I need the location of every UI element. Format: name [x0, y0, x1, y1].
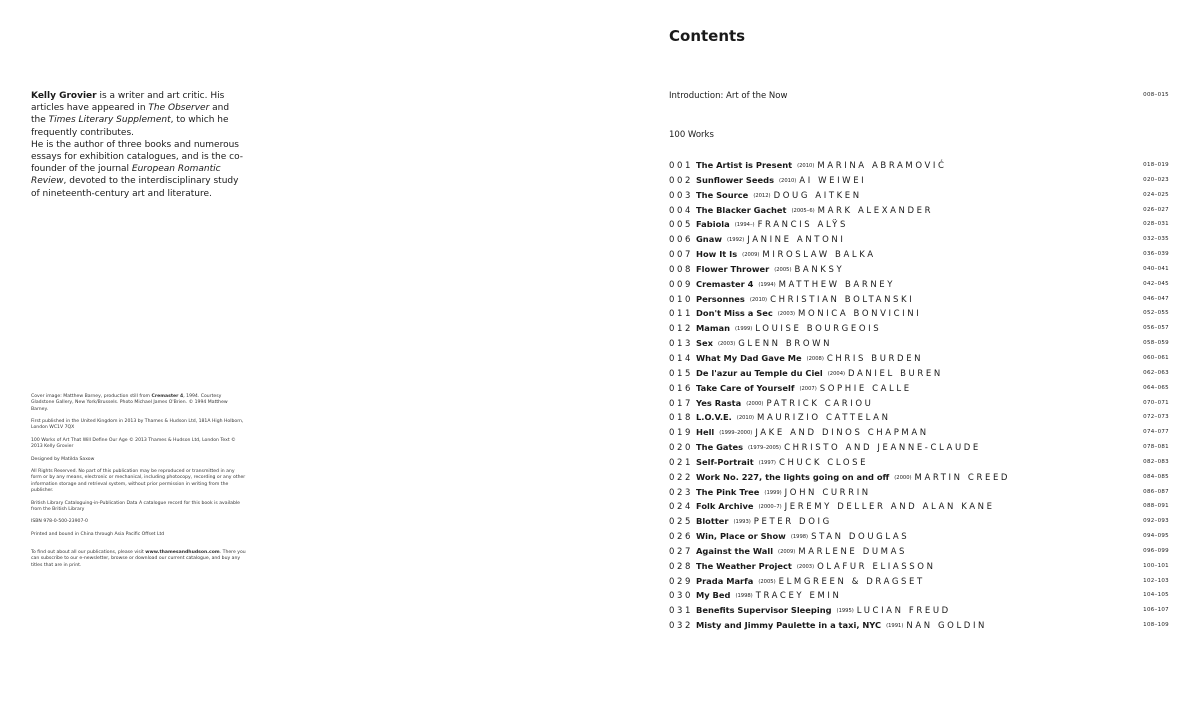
contents-entry[interactable]	[669, 368, 1169, 383]
rights-notice: All Rights Reserved. No part of this publication may be reproduced or transmitted in any form or by any means, electronic or mechanical, including photocopy, recording or any other information storage and retrieval system, without prior permission in writing from the publisher.	[31, 469, 246, 494]
entry-year: (2004)	[827, 370, 846, 377]
entry-year: (1999)	[735, 326, 753, 333]
entry-artist: DANIEL BUREN	[848, 368, 943, 379]
entry-title: My Bed	[696, 590, 731, 601]
entry-artist: FRANCIS ALŸS	[757, 220, 848, 231]
contents-entry[interactable]	[669, 338, 1169, 353]
entry-year: (1994–)	[734, 222, 755, 229]
entry-number: 007	[669, 250, 694, 261]
entry-artist: TRACEY EMIN	[755, 591, 842, 602]
contents-entry[interactable]	[669, 620, 1169, 635]
contents-entry[interactable]	[669, 605, 1169, 620]
entry-title: Take Care of Yourself	[696, 382, 795, 393]
entry-pages: 104–105	[1143, 592, 1169, 599]
entry-number: 021	[669, 457, 694, 468]
entry-artist: ELMGREEN & DRAGSET	[778, 576, 925, 587]
entry-year: (2000–7)	[758, 504, 782, 511]
entry-title: The Weather Project	[696, 560, 792, 571]
entry-artist: NAN GOLDIN	[906, 621, 988, 632]
entry-title: Misty and Jimmy Paulette in a taxi, NYC	[696, 620, 882, 631]
entry-artist: MIROSLAW BALKA	[762, 250, 876, 261]
entry-number: 016	[669, 383, 694, 394]
right-page	[600, 0, 1200, 717]
contents-entry[interactable]	[669, 442, 1169, 457]
website-notice	[31, 550, 246, 569]
entry-title: The Pink Tree	[696, 486, 760, 497]
contents-entry[interactable]	[669, 590, 1169, 605]
entry-pages: 020–023	[1143, 176, 1169, 183]
entry-artist: MAURIZIO CATTELAN	[757, 413, 891, 424]
contents-entry[interactable]	[669, 546, 1169, 561]
contents-entry[interactable]	[669, 279, 1169, 294]
entry-year: (2007)	[799, 385, 817, 392]
entry-artist: SOPHIE CALLE	[819, 383, 912, 394]
bio-publication: The Observer	[148, 103, 210, 114]
entry-pages: 032–035	[1143, 236, 1169, 243]
entry-number: 010	[669, 294, 694, 305]
contents-entry[interactable]	[669, 205, 1169, 220]
contents-entry[interactable]	[669, 576, 1169, 591]
contents-entry[interactable]	[669, 160, 1169, 175]
contents-entry[interactable]	[669, 383, 1169, 398]
entry-year: (2010)	[779, 177, 797, 184]
entry-title: Against the Wall	[696, 545, 774, 556]
entry-number: 014	[669, 353, 694, 364]
entry-year: (2009)	[742, 252, 760, 259]
entry-pages: 056–057	[1143, 325, 1169, 332]
entry-number: 031	[669, 606, 694, 617]
bio-text: is a writer and art critic. His articles have appeared in	[31, 91, 225, 114]
contents-entry[interactable]	[669, 219, 1169, 234]
entry-number: 026	[669, 532, 694, 543]
entry-artist: PETER DOIG	[753, 517, 832, 528]
entry-year: (2005)	[774, 266, 792, 273]
entry-year: (1999–2000)	[719, 430, 753, 437]
entry-year: (2000)	[894, 474, 912, 481]
entry-artist: JEREMY DELLER AND ALAN KANE	[784, 502, 995, 513]
contents-entry[interactable]	[669, 323, 1169, 338]
entry-pages: 086–087	[1143, 488, 1169, 495]
entry-title: Cremaster 4	[696, 278, 754, 289]
contents-entry[interactable]	[669, 175, 1169, 190]
entry-pages: 106–107	[1143, 607, 1169, 614]
entry-title: Maman	[696, 323, 731, 334]
entry-title: Sex	[696, 338, 713, 349]
entry-pages: 074–077	[1143, 429, 1169, 436]
entry-year: (2003)	[796, 563, 815, 570]
entry-title: Folk Archive	[696, 501, 754, 512]
entry-title: De l'azur au Temple du Ciel	[696, 367, 823, 378]
entry-title: Prada Marfa	[696, 575, 754, 586]
cover-credit-title: Cremaster 4	[151, 394, 184, 399]
entry-number: 029	[669, 576, 694, 587]
entry-title: L.O.V.E.	[696, 412, 732, 423]
entry-title: Flower Thrower	[696, 263, 770, 274]
entry-title: Yes Rasta	[696, 397, 742, 408]
entry-artist: DOUG AITKEN	[773, 190, 862, 201]
entry-title: Sunflower Seeds	[696, 174, 775, 185]
entry-title: The Artist is Present	[696, 160, 793, 170]
entry-title: Work No. 227, the lights going on and off	[696, 471, 890, 482]
entry-artist: MARTIN CREED	[914, 472, 1011, 483]
entry-pages: 064–065	[1143, 384, 1169, 391]
entry-artist: BANKSY	[794, 264, 845, 275]
entry-pages: 060–061	[1143, 354, 1169, 361]
entry-artist: MARINA ABRAMOVIĆ	[817, 161, 947, 171]
entry-pages: 094–095	[1143, 533, 1169, 540]
entry-artist: JANINE ANTONI	[747, 235, 846, 246]
entry-year: (1997)	[758, 459, 776, 466]
entry-title: Win, Place or Show	[696, 531, 786, 542]
entry-title: What My Dad Gave Me	[696, 352, 802, 363]
entry-title: The Blacker Gachet	[696, 204, 787, 215]
cover-credit-text: , 1994. Courtesy Gladstone Gallery, New York/Brussels. Photo Michael James O'Brien. © 1994 Matthew Barney.	[31, 394, 228, 412]
entry-pages: 042–045	[1143, 280, 1169, 287]
entry-pages: 028–031	[1143, 221, 1169, 228]
entry-number: 009	[669, 279, 694, 290]
entry-number: 024	[669, 502, 694, 513]
entry-year: (2000)	[746, 400, 764, 407]
bio-text: He is the author of three books and numerous essays for exhibition catalogues, and is the co-founder of the journal	[31, 139, 243, 175]
bio-publication: Times Literary Supplement	[48, 115, 171, 126]
contents-entry[interactable]	[669, 427, 1169, 442]
contents-entry[interactable]	[669, 234, 1169, 249]
entry-artist: LUCIAN FREUD	[856, 606, 951, 617]
entry-year: (2010)	[797, 163, 815, 169]
entry-pages: 062–063	[1143, 369, 1169, 376]
contents-entry[interactable]	[669, 472, 1169, 487]
entry-title: Don't Miss a Sec	[696, 308, 773, 319]
entry-pages: 078–081	[1143, 444, 1169, 451]
entry-number: 027	[669, 546, 694, 557]
entry-artist: MATTHEW BARNEY	[778, 279, 896, 290]
entry-number: 019	[669, 428, 694, 439]
entry-pages: 026–027	[1143, 206, 1169, 213]
printing-info: Printed and bound in China through Asia Pacific Offset Ltd	[31, 531, 165, 537]
entry-pages: 018–019	[1143, 162, 1169, 168]
contents-entry[interactable]	[669, 308, 1169, 323]
entry-year: (2005–6)	[791, 207, 815, 214]
entry-number: 028	[669, 561, 694, 572]
contents-entry[interactable]	[669, 353, 1169, 368]
entry-number: 023	[669, 487, 694, 498]
entry-artist: JAKE AND DINOS CHAPMAN	[755, 428, 929, 439]
entry-number: 015	[669, 368, 694, 379]
entry-title: Personnes	[696, 293, 745, 304]
entry-year: (2010)	[736, 415, 755, 422]
entry-title: Gnaw	[696, 234, 722, 245]
designer-credit: Designed by Matilda Saxow	[31, 456, 95, 462]
entry-artist: MARLENE DUMAS	[798, 546, 907, 557]
entry-pages: 082–083	[1143, 458, 1169, 465]
entry-artist: GLENN BROWN	[738, 339, 833, 350]
entry-year: (2008)	[806, 355, 824, 362]
entry-number: 001	[669, 161, 694, 171]
entry-year: (1999)	[764, 489, 782, 496]
entry-number: 012	[669, 324, 694, 335]
entry-number: 008	[669, 264, 694, 275]
entry-artist: PATRICK CARIOU	[766, 398, 874, 409]
author-name: Kelly Grovier	[31, 91, 97, 101]
entry-number: 002	[669, 175, 694, 186]
entry-number: 020	[669, 443, 694, 454]
contents-entry[interactable]	[669, 398, 1169, 413]
entry-pages: 108–109	[1143, 622, 1169, 629]
entry-artist: CHUCK CLOSE	[778, 457, 869, 468]
entry-year: (2009)	[778, 548, 796, 555]
entry-number: 032	[669, 621, 694, 632]
contents-entry[interactable]	[669, 561, 1169, 576]
entry-number: 022	[669, 472, 694, 483]
entry-title: Hell	[696, 427, 715, 438]
entry-artist: MONICA BONVICINI	[798, 309, 922, 320]
author-bio	[31, 90, 246, 200]
works-list	[669, 160, 1169, 635]
entry-year: (1993)	[733, 519, 751, 526]
entry-number: 005	[669, 220, 694, 231]
website-notice-text: . There you can subscribe to our e-newsletter, browse or download our current catalogue, and buy any titles that are in print.	[31, 550, 246, 568]
entry-year: (2005)	[758, 578, 776, 585]
contents-entry[interactable]	[669, 487, 1169, 502]
entry-number: 013	[669, 339, 694, 350]
contents-entry[interactable]	[669, 249, 1169, 264]
contents-entry[interactable]	[669, 264, 1169, 279]
entry-pages: 072–073	[1143, 414, 1169, 421]
entry-year: (1995)	[836, 608, 854, 615]
entry-artist: JOHN CURRIN	[784, 487, 871, 498]
entry-year: (1979–2005)	[748, 445, 782, 452]
entry-number: 006	[669, 235, 694, 246]
entry-year: (1994)	[758, 281, 776, 288]
bio-publication: European Romantic Review	[31, 164, 221, 187]
entry-number: 003	[669, 190, 694, 201]
contents-entry[interactable]	[669, 531, 1169, 546]
website-link[interactable]: www.thamesandhudson.com	[145, 550, 220, 556]
entry-number: 011	[669, 309, 694, 320]
entry-pages: 102–103	[1143, 577, 1169, 584]
first-published: First published in the United Kingdom in 2013 by Thames & Hudson Ltd, 181A High Holborn, London WC1V 7QX	[31, 419, 244, 431]
isbn: ISBN 978-0-500-23907-0	[31, 519, 88, 525]
intro-pages: 008–015	[1143, 92, 1169, 98]
entry-artist: CHRISTIAN BOLTANSKI	[770, 294, 915, 305]
entry-year: (1998)	[790, 534, 809, 541]
entry-artist: MARK ALEXANDER	[817, 205, 934, 216]
bio-text: and the	[31, 103, 230, 126]
contents-entry[interactable]	[669, 501, 1169, 516]
entry-pages: 084–085	[1143, 473, 1169, 480]
entry-artist: CHRIS BURDEN	[826, 353, 924, 364]
entry-title: How It Is	[696, 249, 738, 260]
entry-year: (2003)	[777, 311, 796, 318]
entry-artist: LOUISE BOURGEOIS	[755, 324, 882, 335]
website-notice-text: To find out about all our publications, please visit	[31, 550, 146, 556]
entry-year: (2012)	[753, 192, 771, 199]
entry-year: (1991)	[886, 623, 904, 630]
entry-number: 025	[669, 517, 694, 528]
cover-credit	[31, 394, 246, 413]
entry-year: (1992)	[726, 237, 745, 244]
entry-artist: OLAFUR ELIASSON	[817, 561, 936, 572]
entry-pages: 092–093	[1143, 518, 1169, 525]
entry-pages: 058–059	[1143, 340, 1169, 347]
contents-entry[interactable]	[669, 294, 1169, 309]
entry-number: 018	[669, 413, 694, 424]
entry-artist: STAN DOUGLAS	[811, 532, 910, 543]
bio-text: , to which he frequently contributes.	[31, 115, 229, 138]
entry-number: 004	[669, 205, 694, 216]
cataloguing-data: British Library Cataloguing-in-Publication Data A catalogue record for this book is available from the British Library	[31, 500, 240, 512]
entry-pages: 036–039	[1143, 251, 1169, 258]
intro-entry[interactable]	[669, 91, 1169, 101]
entry-title: Fabiola	[696, 219, 730, 230]
entry-title: Blotter	[696, 516, 729, 527]
contents-entry[interactable]	[669, 412, 1169, 427]
entry-artist: AI WEIWEI	[799, 175, 867, 186]
intro-label: Introduction: Art of the Now	[669, 91, 788, 101]
cover-credit-text: Cover image: Matthew Barney, production still from	[31, 394, 152, 399]
entry-pages: 052–055	[1143, 310, 1169, 317]
entry-pages: 088–091	[1143, 503, 1169, 510]
contents-entry[interactable]	[669, 457, 1169, 472]
entry-year: (1998)	[735, 593, 753, 600]
contents-entry[interactable]	[669, 190, 1169, 205]
entry-pages: 070–071	[1143, 399, 1169, 406]
entry-title: Benefits Supervisor Sleeping	[696, 605, 832, 616]
entry-pages: 040–041	[1143, 265, 1169, 272]
entry-pages: 046–047	[1143, 295, 1169, 302]
colophon	[31, 394, 246, 575]
entry-title: Self-Portrait	[696, 456, 754, 467]
entry-number: 017	[669, 398, 694, 409]
contents-entry[interactable]	[669, 516, 1169, 531]
entry-artist: CHRISTO AND JEANNE-CLAUDE	[784, 443, 981, 454]
section-heading: 100 Works	[669, 130, 714, 140]
entry-number: 030	[669, 591, 694, 602]
entry-title: The Gates	[696, 442, 744, 453]
copyright: 100 Works of Art That Will Define Our Age © 2013 Thames & Hudson Ltd, London Text © 2013 Kelly Grovier	[31, 437, 236, 450]
entry-pages: 024–025	[1143, 191, 1169, 198]
contents-title: Contents	[669, 27, 746, 45]
entry-year: (2003)	[717, 341, 736, 348]
entry-pages: 096–099	[1143, 547, 1169, 554]
entry-pages: 100–101	[1143, 562, 1169, 569]
entry-year: (2010)	[749, 296, 768, 303]
bio-text: , devoted to the interdisciplinary study of nineteenth-century art and literature.	[31, 176, 239, 199]
entry-title: The Source	[696, 189, 749, 200]
